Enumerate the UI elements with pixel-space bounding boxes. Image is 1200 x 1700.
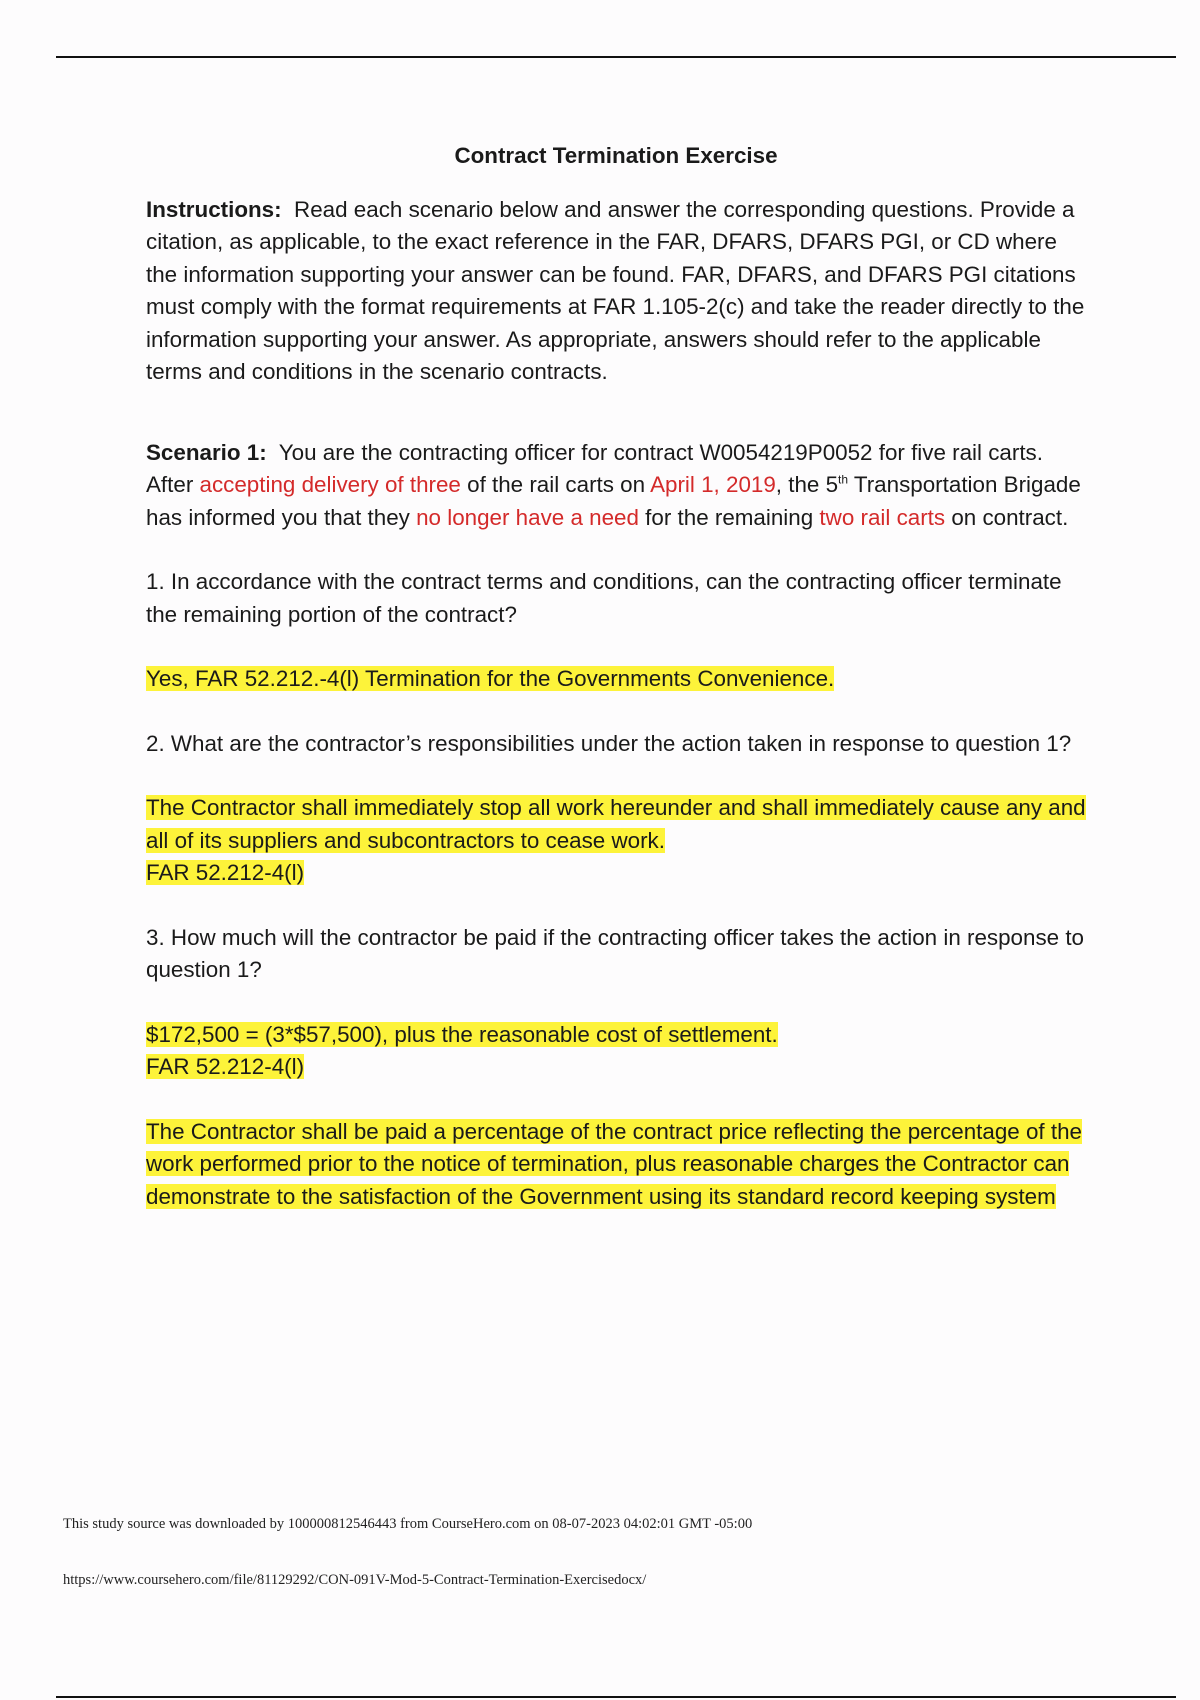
answer-2-text: The Contractor shall immediately stop all work hereunder and shall immediately cause any and all of its suppliers and subcontractors to cease work. (146, 795, 1086, 853)
answer-2 (146, 792, 1086, 857)
scenario-paragraph (146, 437, 1086, 535)
download-note: This study source was downloaded by 100000812546443 from CourseHero.com on 08-07-2023 04:02:01 GMT -05:00 (63, 1516, 753, 1532)
ordinal-superscript: th (838, 472, 849, 487)
scenario-emphasis: two rail carts (819, 504, 946, 530)
answer-3-detail (146, 1116, 1086, 1214)
question-3: 3. How much will the contractor be paid if the contracting officer takes the action in response to question 1? (146, 924, 1085, 982)
scenario-date: April 1, 2019 (650, 472, 776, 497)
scenario-label: Scenario 1: (146, 439, 267, 465)
top-rule (56, 56, 1176, 58)
document-title: Contract Termination Exercise (454, 143, 778, 168)
bottom-rule (56, 1696, 1176, 1698)
answer-1 (146, 663, 1086, 696)
answer-1-text: Yes, FAR 52.212.-4(l) Termination for the Governments Convenience. (146, 666, 835, 691)
answer-2-citation-text: FAR 52.212-4(l) (146, 860, 305, 885)
scenario-emphasis: accepting delivery of three (199, 472, 461, 497)
scenario-text: You are the contracting officer for contract W0054219P0052 for five rail carts. After (146, 439, 1043, 497)
answer-3-citation (146, 1051, 1086, 1084)
document-body (146, 140, 1086, 1213)
scenario-text: Transportation Brigade has informed you that they (146, 472, 1081, 530)
answer-3-citation-text: FAR 52.212-4(l) (146, 1054, 305, 1079)
answer-3-text: $172,500 = (3*$57,500), plus the reasonable cost of settlement. (146, 1021, 778, 1047)
scenario-text: of the rail carts on (460, 472, 651, 497)
scenario-text: on contract. (945, 504, 1069, 530)
source-url: https://www.coursehero.com/file/81129292/CON-091V-Mod-5-Contract-Termination-Exercisedocx/ (63, 1572, 647, 1588)
instructions-paragraph (146, 194, 1086, 389)
answer-2-citation (146, 857, 1086, 890)
instructions-label: Instructions: (146, 196, 282, 222)
scenario-text: , the 5 (775, 472, 839, 497)
answer-3-detail-text: The Contractor shall be paid a percentage of the contract price reflecting the percentage of the work performed prior to the notice of termination, plus reasonable charges the Contractor can demonstrate to the satisfaction of the Government using its standard record keeping system (146, 1118, 1083, 1209)
answer-3 (146, 1019, 1086, 1052)
question-1: 1. In accordance with the contract terms and conditions, can the contracting officer terminate the remaining portion of the contract? (146, 569, 1062, 627)
scenario-emphasis: no longer have a need (416, 504, 639, 530)
instructions-text: Read each scenario below and answer the corresponding questions. Provide a citation, as applicable, to the exact reference in the FAR, DFARS, DFARS PGI, or CD where the information supporting your answer can be found. FAR, DFARS, and DFARS PGI citations must comply with the format requirements at FAR 1.105-2(c) and take the reader directly to the information supporting your answer. As appropriate, answers should refer to the applicable terms and conditions in the scenario contracts. (146, 196, 1085, 384)
scenario-text: for the remaining (638, 504, 820, 530)
question-2: 2. What are the contractor’s responsibilities under the action taken in response to question 1? (146, 730, 1072, 756)
